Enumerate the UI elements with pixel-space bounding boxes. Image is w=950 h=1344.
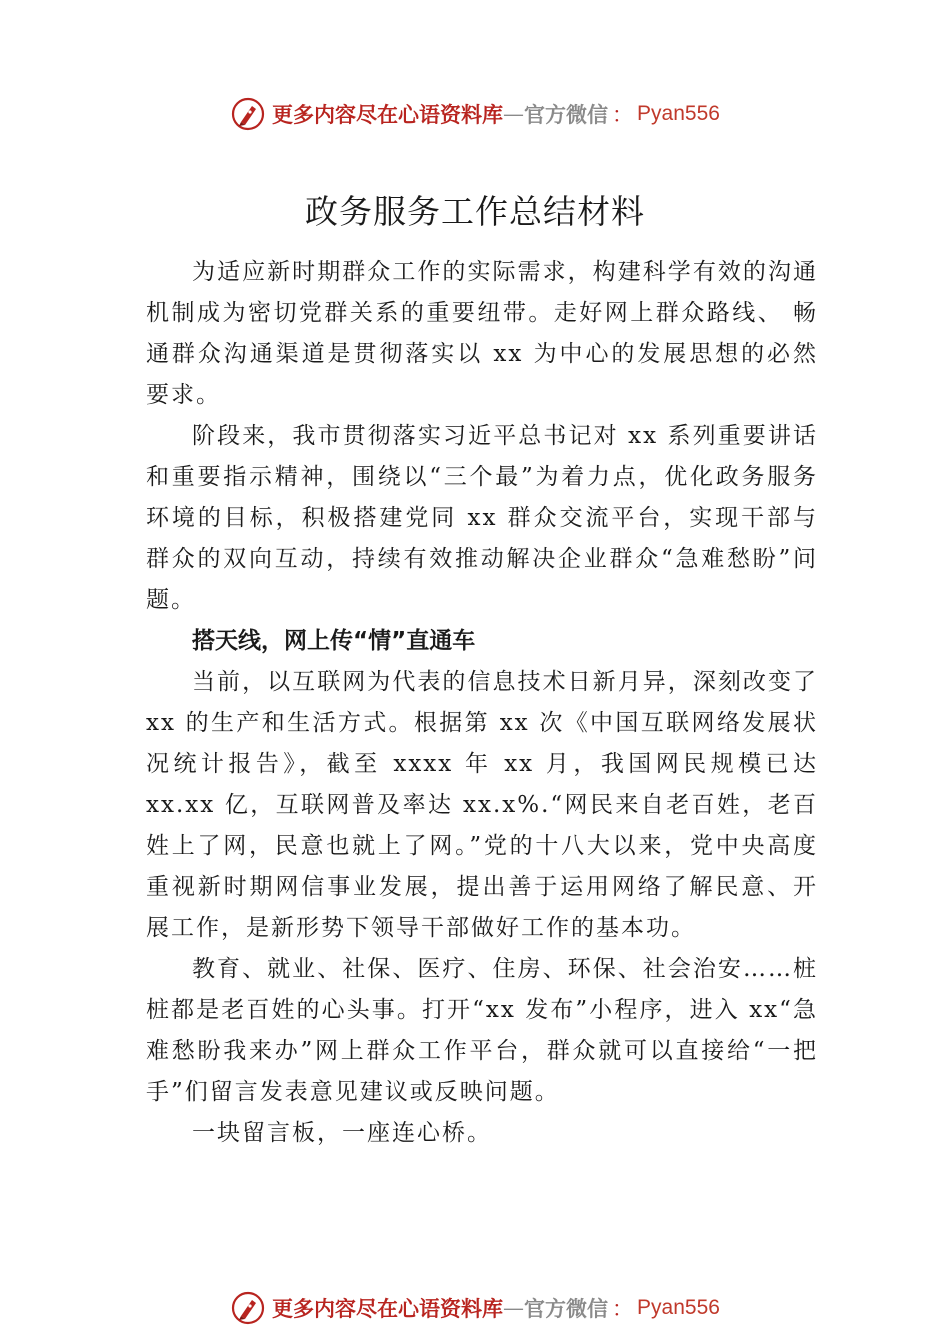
section-heading: 搭天线，网上传“情”直通车: [192, 628, 476, 654]
watermark-lead-text: 更多内容尽在心语资料库: [272, 102, 504, 127]
watermark-banner-top: [0, 94, 950, 134]
watermark-lead-text: 更多内容尽在心语资料库: [272, 1296, 504, 1321]
watermark-colon: ：: [612, 1297, 634, 1321]
body-paragraph: 教育、就业、社保、医疗、住房、环保、社会治安……桩桩都是老百姓的心头事。打开“xx 发布”小程序，进入 xx“急难愁盼我来办”网上群众工作平台，群众就可以直接给“一把手”们留言发表意见建议或反映问题。: [146, 956, 818, 1105]
watermark-colon: ：: [612, 103, 634, 127]
pen-nib-logo-icon: [230, 96, 266, 132]
watermark-banner-bottom: [0, 1288, 950, 1328]
watermark-wechat-label: 官方微信: [524, 102, 609, 127]
body-paragraph: 阶段来，我市贯彻落实习近平总书记对 xx 系列重要讲话和重要指示精神，围绕以“三个最”为着力点，优化政务服务环境的目标，积极搭建党同 xx 群众交流平台，实现干部与群众的双向互动，持续有效推动解决企业群众“急难愁盼”问题。: [146, 423, 818, 613]
body-paragraph: 一块留言板，一座连心桥。: [192, 1120, 492, 1146]
watermark-wechat-id: Pyan556: [637, 1296, 720, 1319]
document-body: [146, 252, 818, 1154]
document-title: 政务服务工作总结材料: [305, 192, 645, 231]
watermark-dash: —: [503, 1296, 525, 1320]
watermark-dash: —: [503, 102, 525, 126]
watermark-wechat-label: 官方微信: [524, 1296, 609, 1321]
pen-nib-logo-icon: [230, 1290, 266, 1326]
body-paragraph: 当前，以互联网为代表的信息技术日新月异，深刻改变了 xx 的生产和生活方式。根据第 xx 次《中国互联网络发展状况统计报告》，截至 xxxx 年 xx 月，我国网民规模已达 xx.xx 亿，互联网普及率达 xx.x%.“网民来自老百姓，老百姓上了网，民意也就上了网。”党的十八大以来，党中央高度重视新时期网信事业发展，提出善于运用网络了解民意、开展工作，是新形势下领导干部做好工作的基本功。: [146, 669, 818, 941]
body-paragraph: 为适应新时期群众工作的实际需求，构建科学有效的沟通机制成为密切党群关系的重要纽带。走好网上群众路线、 畅通群众沟通渠道是贯彻落实以 xx 为中心的发展思想的必然要求。: [146, 259, 818, 408]
watermark-wechat-id: Pyan556: [637, 102, 720, 125]
